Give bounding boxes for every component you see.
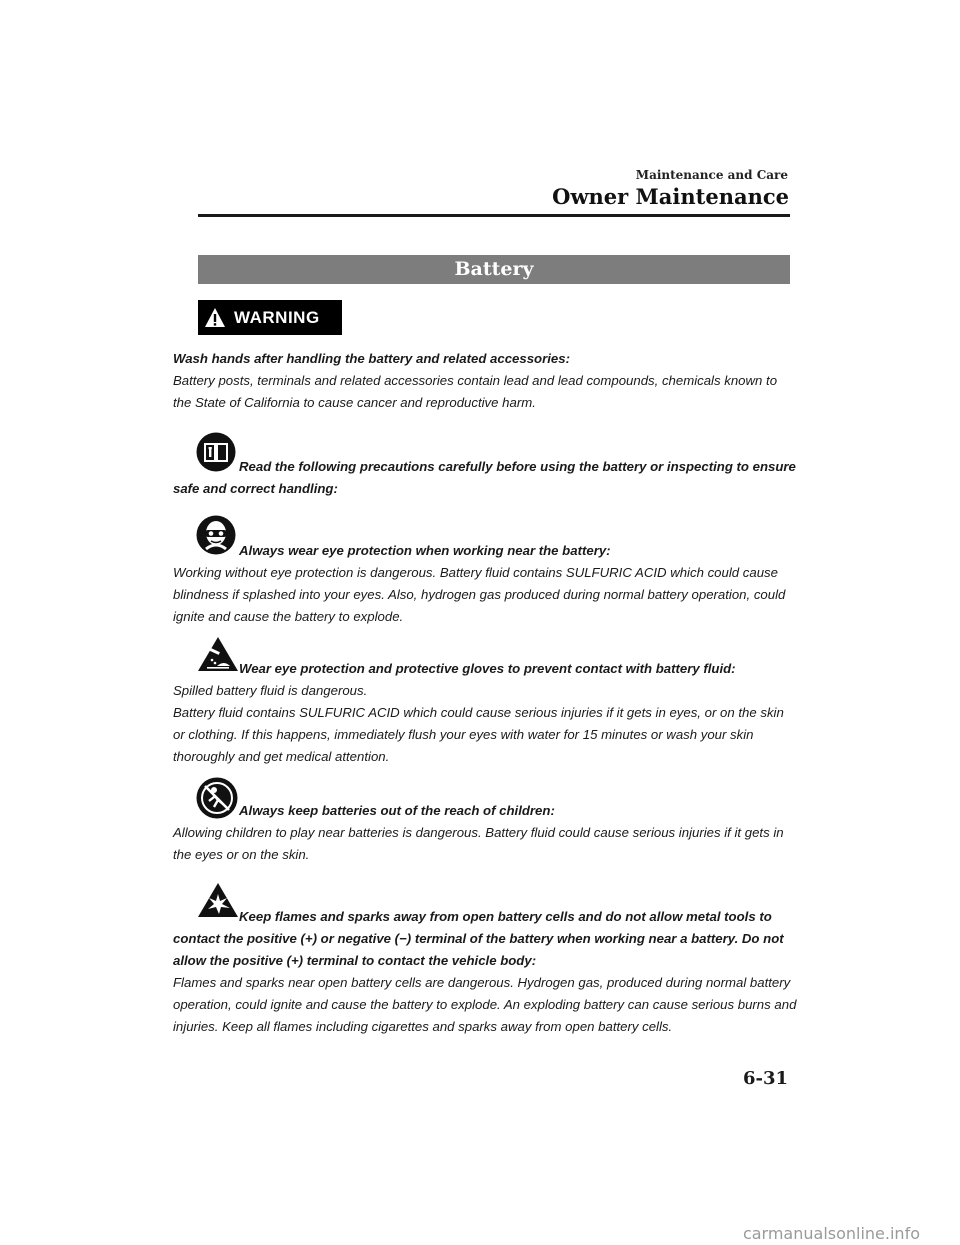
children-warning	[173, 800, 798, 866]
header-chapter: Maintenance and Care	[635, 168, 788, 182]
paragraph-heading: Always wear eye protection when working near the battery:	[239, 543, 611, 558]
warning-paragraph-lead	[173, 348, 798, 414]
paragraph-body: Working without eye protection is dangerous. Battery fluid contains SULFURIC ACID which could cause blindness if splashed into your eyes. Also, hydrogen gas produced during normal battery operation, could ignite and cause the battery to explode.	[173, 565, 786, 624]
section-title-bar: Battery	[198, 255, 790, 284]
paragraph-body-continued: Battery fluid contains SULFURIC ACID which could cause serious injuries if it gets in eyes, or on the skin or clothing. If this happens, immediately flush your eyes with water for 15 minutes or wash your skin thoroughly and get medical attention.	[173, 705, 784, 764]
flames-sparks-warning	[173, 906, 798, 1038]
paragraph-heading: Always keep batteries out of the reach of children:	[239, 803, 555, 818]
header-rule	[198, 214, 790, 217]
acid-contact-warning	[173, 658, 798, 768]
paragraph-body: Flames and sparks near open battery cells are dangerous. Hydrogen gas, produced during normal battery operation, could ignite and cause the battery to explode. An exploding battery can cause serious burns and injuries. Keep all flames including cigarettes and sparks away from open battery cells.	[173, 975, 797, 1034]
paragraph-body: Allowing children to play near batteries is dangerous. Battery fluid could cause serious injuries if it gets in the eyes or on the skin.	[173, 825, 784, 862]
page-number: 6-31	[742, 1068, 788, 1089]
paragraph-heading: Keep flames and sparks away from open battery cells and do not allow metal tools to contact the positive (+) or negative (−) terminal of the battery when working near a battery. Do not allow the positive (+) terminal to contact the vehicle body:	[173, 909, 784, 968]
paragraph-heading: Wear eye protection and protective gloves to prevent contact with battery fluid:	[239, 661, 736, 676]
paragraph-body: Battery posts, terminals and related accessories contain lead and lead compounds, chemicals known to the State of California to cause cancer and reproductive harm.	[173, 373, 778, 410]
paragraph-heading: Read the following precautions carefully before using the battery or inspecting to ensure safe and correct handling:	[173, 459, 796, 496]
warning-triangle-icon	[204, 307, 226, 329]
header-section: Owner Maintenance	[552, 184, 789, 209]
paragraph-body: Spilled battery fluid is dangerous.	[173, 683, 368, 698]
eye-protection-warning	[173, 540, 798, 628]
warning-label: WARNING	[234, 307, 320, 327]
precautions-intro	[173, 456, 798, 500]
watermark: carmanualsonline.info	[742, 1224, 920, 1243]
paragraph-heading: Wash hands after handling the battery and related accessories:	[173, 351, 570, 366]
warning-badge	[198, 300, 342, 335]
